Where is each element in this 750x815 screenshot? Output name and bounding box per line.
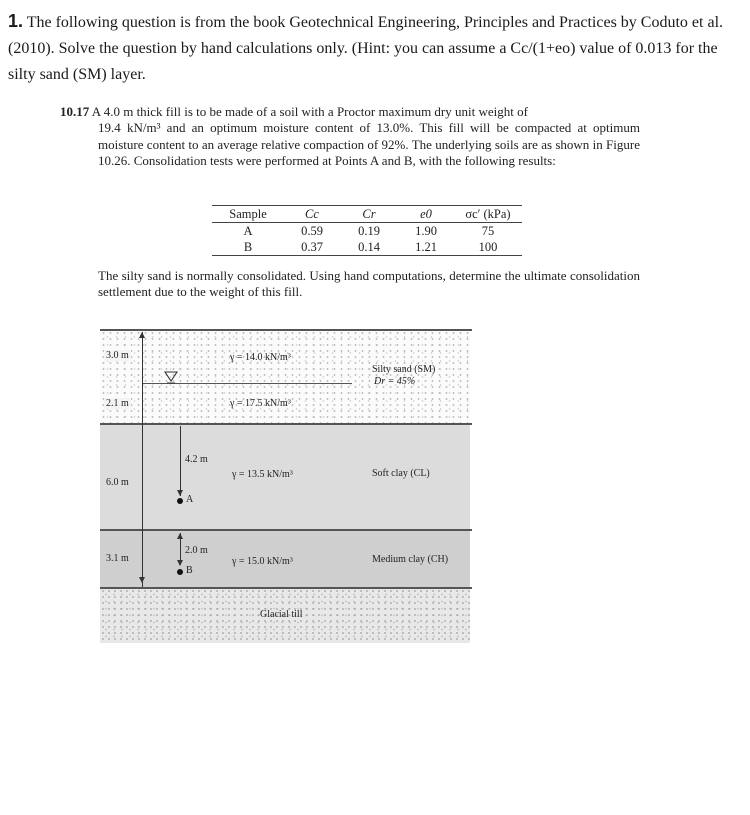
- table-cell: A: [243, 224, 253, 238]
- table-cell: 1.90: [415, 224, 437, 238]
- boundary-line: [100, 529, 472, 531]
- point-a-marker: [177, 498, 183, 504]
- point-b-label: B: [186, 565, 193, 576]
- table-cell: 100: [478, 240, 498, 254]
- table-cell: 1.21: [415, 240, 437, 254]
- table-header: e0: [420, 207, 432, 221]
- table-header: Cc: [305, 207, 319, 221]
- boundary-line: [100, 587, 472, 589]
- table-cell: 0.37: [301, 240, 323, 254]
- water-table-icon: [164, 370, 178, 389]
- soil-name-label: Soft clay (CL): [372, 468, 430, 479]
- arrow-down-icon: [177, 490, 183, 496]
- table-header: Sample: [229, 207, 267, 221]
- arrow-up-icon: [139, 332, 145, 338]
- soil-profile-figure: [100, 322, 472, 647]
- arrow-up-icon: [177, 533, 183, 539]
- point-a-dimension-line: [180, 426, 181, 496]
- table-cell: 0.59: [301, 224, 323, 238]
- problem-line1: A 4.0 m thick fill is to be made of a soil with a Proctor maximum dry unit weight of: [89, 104, 528, 119]
- ground-surface-line: [100, 329, 472, 331]
- layer-thickness-label: 3.1 m: [106, 553, 129, 564]
- arrow-down-icon: [177, 560, 183, 566]
- unit-weight-label: γ = 15.0 kN/m³: [232, 556, 293, 567]
- unit-weight-label: γ = 17.5 kN/m³: [230, 398, 291, 409]
- table-header-row: [212, 205, 522, 223]
- table-header: Cr: [362, 207, 376, 221]
- soil-name-label: Medium clay (CH): [372, 554, 449, 565]
- table-cell: 0.19: [358, 224, 380, 238]
- table-row: [212, 223, 522, 239]
- relative-density-label: Dr = 45%: [374, 376, 416, 387]
- unit-weight-label: γ = 14.0 kN/m³: [230, 352, 291, 363]
- dimension-line: [142, 332, 143, 587]
- table-cell: B: [243, 240, 253, 254]
- problem-question: The silty sand is normally consolidated. Using hand computations, determine the ultimate consolidation settlement due to the weight of this fill.: [98, 268, 640, 300]
- question-text: The following question is from the book Geotechnical Engineering, Principles and Practices by Coduto et al.(2010). Solve the question by hand calculations only. (Hint: you can assume a Cc/(1+eo) value of 0.013 for the silty sand (SM) layer.: [8, 14, 724, 83]
- soil-name-label: Silty sand (SM): [372, 364, 436, 375]
- boundary-line: [100, 423, 472, 425]
- question-intro: [8, 8, 738, 88]
- table-row: [212, 239, 522, 256]
- point-a-label: A: [186, 494, 194, 505]
- arrow-down-icon: [139, 577, 145, 583]
- problem-body: 19.4 kN/m³ and an optimum moisture content of 13.0%. This fill will be compacted at optimum moisture content to an average relative compaction of 92%. The underlying soils are as shown in Figure 10.26. Consolidation tests were performed at Points A and B, with the following results:: [98, 120, 640, 169]
- table-cell: 0.14: [358, 240, 380, 254]
- point-a-depth-label: 4.2 m: [185, 454, 208, 465]
- unit-weight-label: γ = 13.5 kN/m³: [232, 469, 293, 480]
- point-b-depth-label: 2.0 m: [185, 545, 208, 556]
- layer-thickness-label: 6.0 m: [106, 477, 129, 488]
- problem-number: 10.17: [60, 104, 90, 119]
- layer-thickness-label: 3.0 m: [106, 350, 129, 361]
- problem-statement: [60, 104, 640, 170]
- table-cell: 75: [481, 224, 495, 238]
- table-header: σc′ (kPa): [465, 207, 511, 221]
- soil-name-label: Glacial till: [260, 609, 303, 620]
- consolidation-table: [212, 205, 522, 256]
- question-number: 1.: [8, 11, 24, 31]
- point-b-marker: [177, 569, 183, 575]
- layer-thickness-label: 2.1 m: [106, 398, 129, 409]
